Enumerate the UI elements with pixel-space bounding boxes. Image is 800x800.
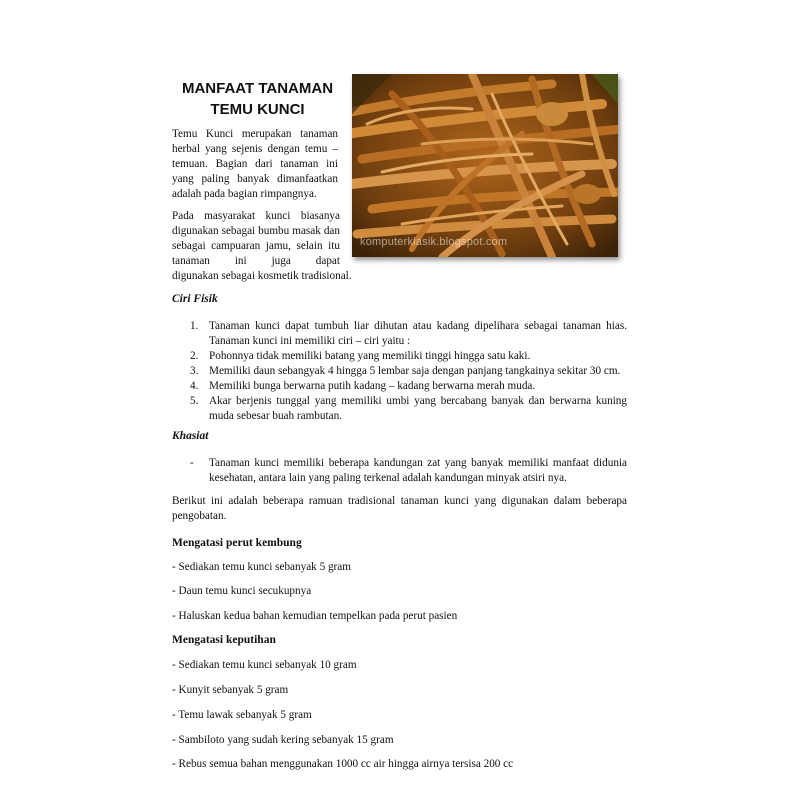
berikut-paragraph: Berikut ini adalah beberapa ramuan tradisional tanaman kunci yang digunakan dalam beberapa pengobatan. [172,495,627,522]
list-item [172,364,627,379]
ciri-fisik-list [172,319,627,424]
intro-paragraph-2-main: Pada masyarakat kunci biasanya digunakan sebagai bumbu masak dan sebagai campuaran jamu, selain itu tanaman ini juga dapat [172,210,340,267]
keputihan-line-5: - Rebus semua bahan menggunakan 1000 cc air hingga airnya tersisa 200 cc [172,758,514,770]
ciri-fisik-heading: Ciri Fisik [172,293,218,305]
title-line-1: MANFAAT TANAMAN [181,80,334,97]
temu-kunci-photo [352,74,618,257]
khasiat-heading: Khasiat [172,430,209,442]
roots-illustration [352,74,618,257]
list-item [172,394,627,424]
perut-line-3: - Haluskan kedua bahan kemudian tempelkan pada perut pasien [172,610,458,622]
list-item [172,379,627,394]
photo-watermark: komputerklasik.blogspot.com [360,236,508,248]
khasiat-item [172,456,627,486]
keputihan-line-4: - Sambiloto yang sudah kering sebanyak 15 gram [172,734,394,746]
intro-paragraph-2 [172,209,352,284]
keputihan-line-3: - Temu lawak sebanyak 5 gram [172,709,312,721]
dash-marker: - [190,457,194,469]
keputihan-heading: Mengatasi keputihan [172,634,276,646]
perut-kembung-heading: Mengatasi perut kembung [172,537,302,549]
perut-line-2: - Daun temu kunci secukupnya [172,585,312,597]
title-line-2: TEMU KUNCI [210,101,305,118]
list-item-text: Memiliki bunga berwarna putih kadang – kadang berwarna merah muda. [209,380,536,392]
perut-line-1: - Sediakan temu kunci sebanyak 5 gram [172,561,351,573]
khasiat-text: Tanaman kunci memiliki beberapa kandungan zat yang banyak memiliki manfaat didunia kesehatan, antara lain yang paling terkenal adalah kandungan minyak atsiri nya. [209,457,627,484]
list-item-number: 5. [190,395,199,407]
intro-paragraph-1: Temu Kunci merupakan tanaman herbal yang sejenis dengan temu – temuan. Bagian dari tanaman ini yang paling banyak dimanfaatkan adalah pada bagian rimpangnya. [172,128,338,200]
list-item-number: 2. [190,350,199,362]
list-item-number: 4. [190,380,199,392]
intro-paragraph-2-last-line: digunakan sebagai kosmetik tradisional. [172,270,352,282]
list-item-text: Pohonnya tidak memiliki batang yang memiliki tinggi hingga satu kaki. [209,350,531,362]
list-item-number: 3. [190,365,199,377]
list-item-number: 1. [190,320,199,332]
list-item [172,319,627,349]
list-item [172,349,627,364]
list-item-text: Akar berjenis tunggal yang memiliki umbi yang bercabang banyak dan berwarna kuning muda sebesar buah rambutan. [209,395,627,422]
list-item-text: Tanaman kunci dapat tumbuh liar dihutan atau kadang dipelihara sebagai tanaman hias. Tanaman kunci ini memiliki ciri – ciri yaitu : [209,320,627,347]
keputihan-line-1: - Sediakan temu kunci sebanyak 10 gram [172,659,357,671]
keputihan-line-2: - Kunyit sebanyak 5 gram [172,684,289,696]
list-item-text: Memiliki daun sebangyak 4 hingga 5 lembar saja dengan panjang tangkainya sekitar 30 cm. [209,365,621,377]
